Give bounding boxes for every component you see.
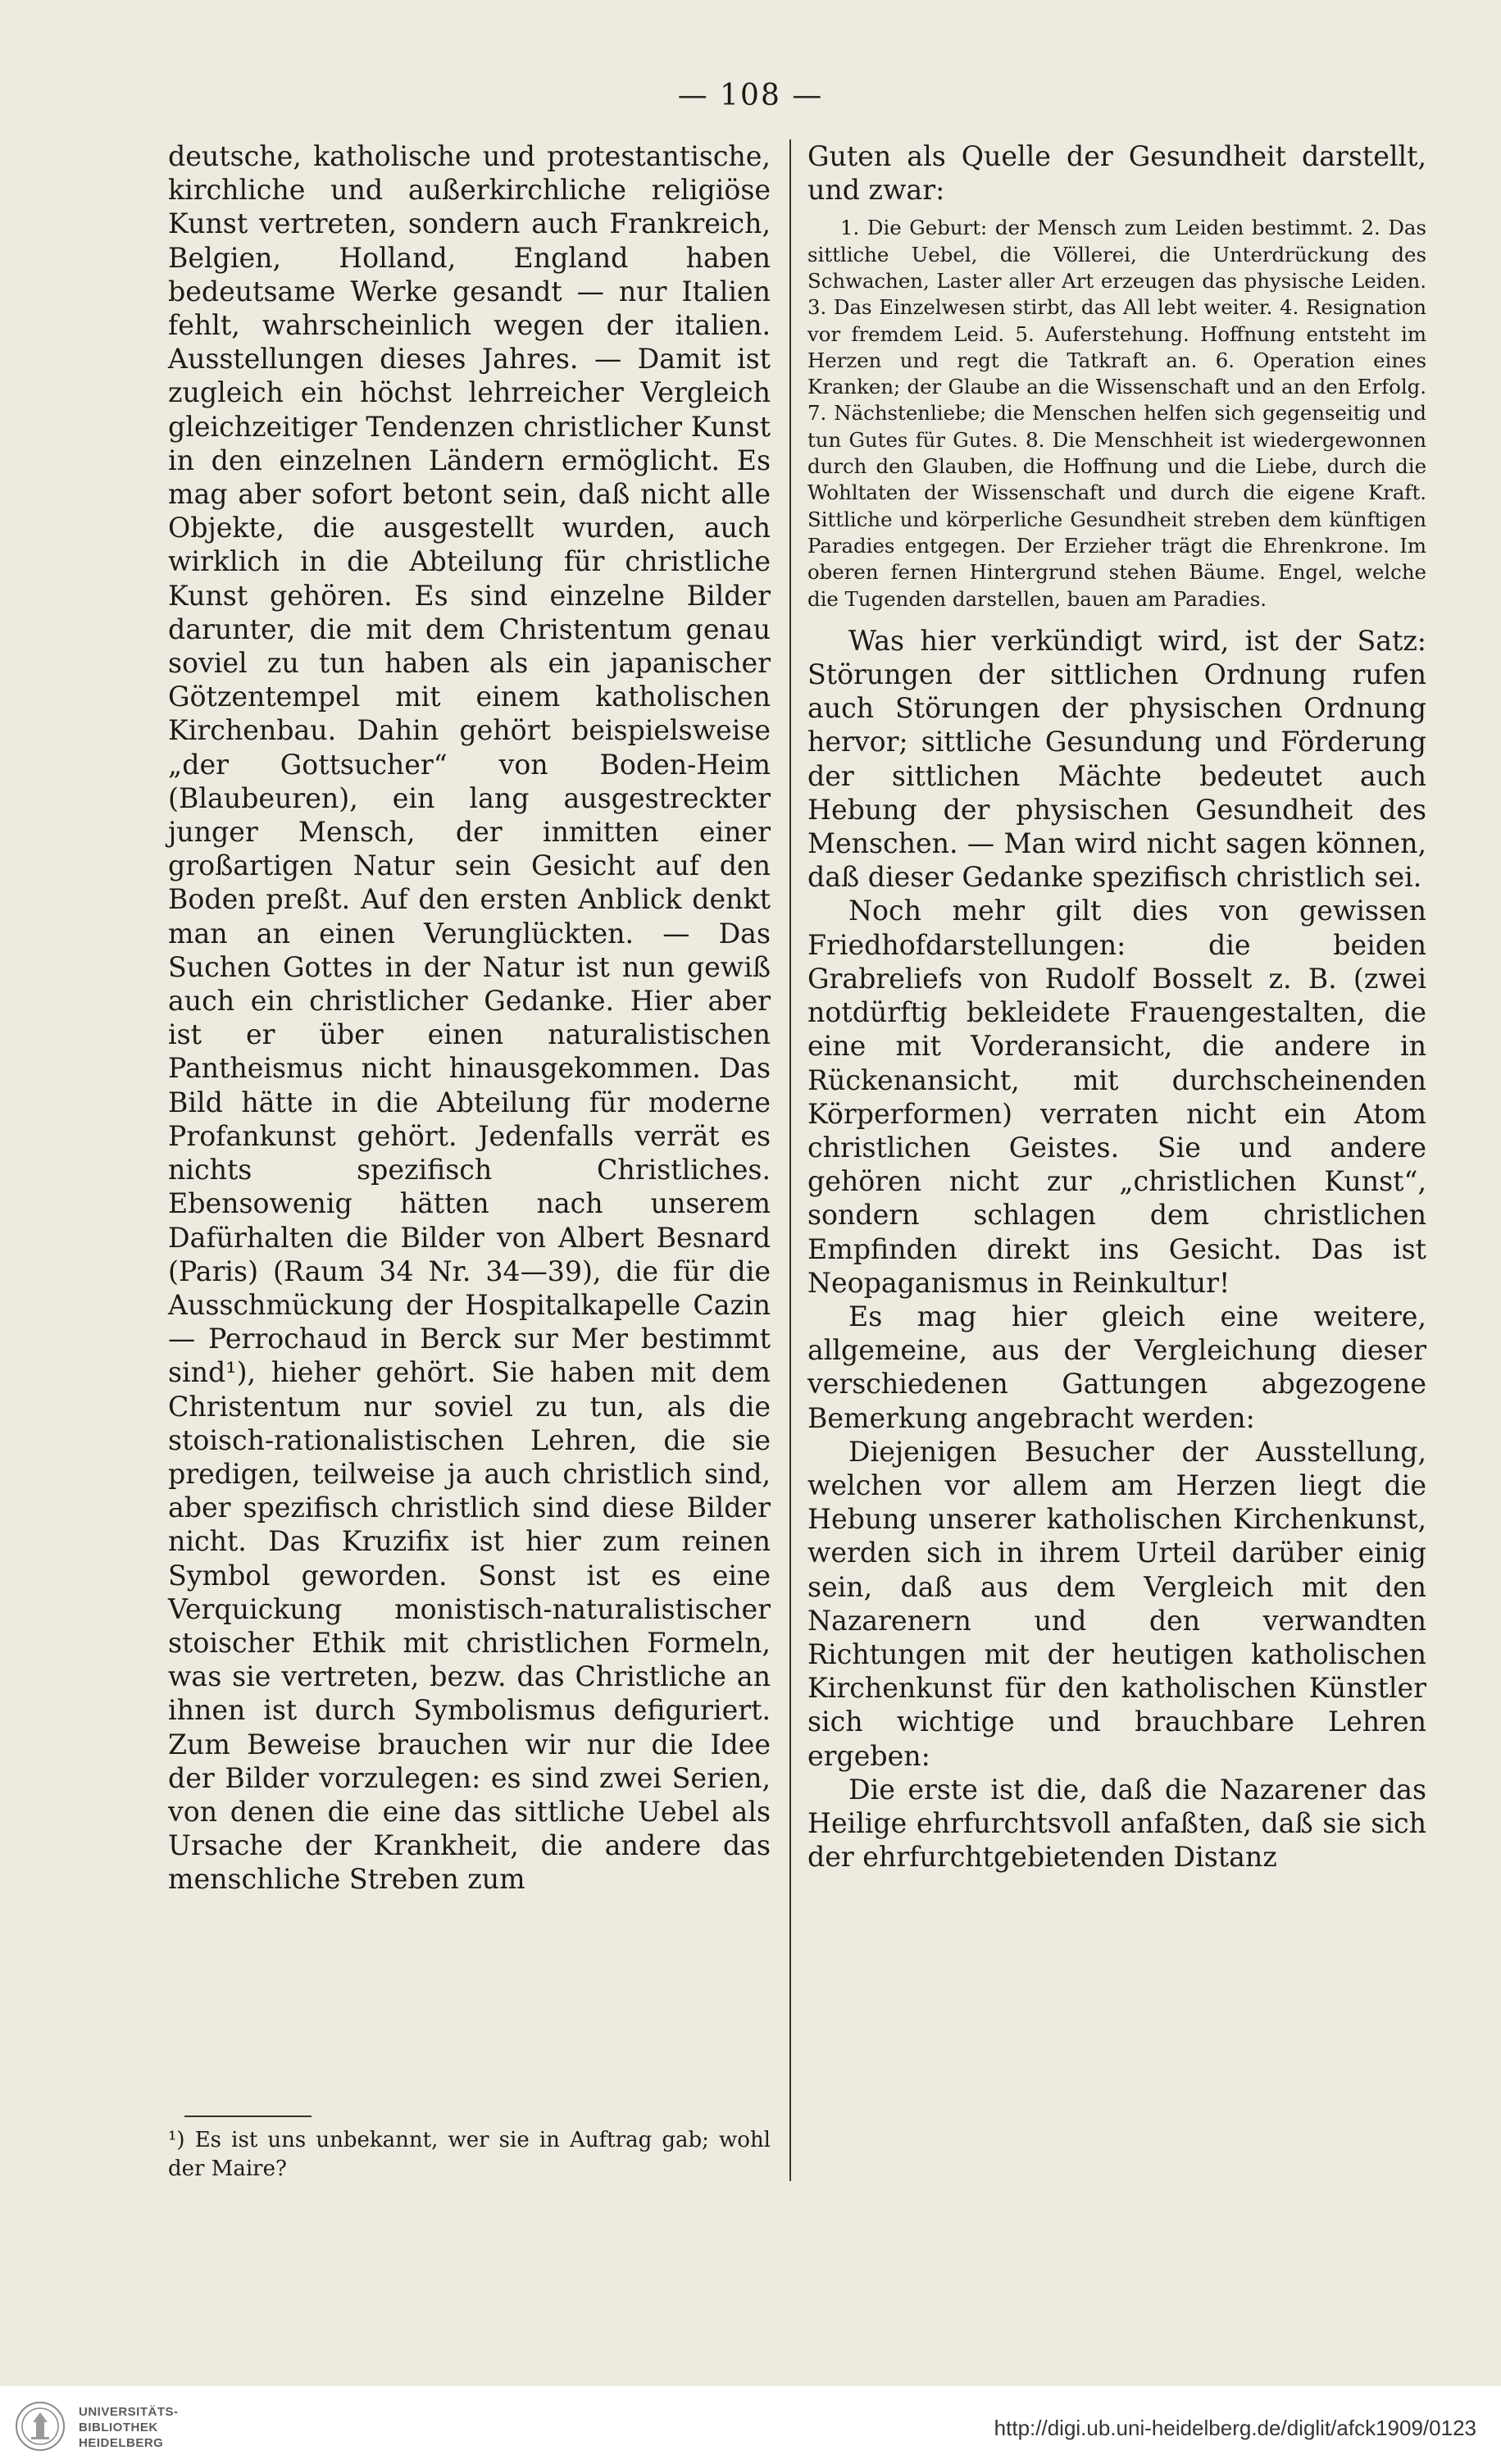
footnote: ¹) Es ist uns unbekannt, wer sie in Auftrag gab; wohl der Maire? xyxy=(168,2128,771,2181)
right-intro: Guten als Quelle der Gesundheit darstellt, und zwar: xyxy=(807,140,1426,207)
right-column xyxy=(807,139,1426,1874)
digitization-footer xyxy=(0,2386,1501,2464)
source-url-link[interactable]: http://digi.ub.uni-heidelberg.de/diglit/afck1909/0123 xyxy=(994,2416,1476,2440)
paragraph-5: Die erste ist die, daß die Nazarener das Heilige ehrfurchtsvoll anfaßten, daß sie sich der ehrfurchtgebietenden Distanz xyxy=(807,1773,1426,1874)
library-name-line1: UNIVERSITÄTS- xyxy=(79,2405,179,2419)
paragraph-4: Diejenigen Besucher der Ausstellung, welchen vor allem am Herzen liegt die Hebung unserer katholischen Kirchenkunst, werden sich in ihrem Urteil darüber einig sein, daß aus dem Vergleich mit den Nazarenern und den verwandten Richtungen mit der heutigen katholischen Kirchenkunst für den katholischen Künstler sich wichtige und brauchbare Lehren ergeben: xyxy=(807,1435,1426,1772)
left-column xyxy=(168,139,771,1897)
column-divider xyxy=(789,139,791,2181)
image-list-description: 1. Die Geburt: der Mensch zum Leiden bestimmt. 2. Das sittliche Uebel, die Völlerei, die Unterdrückung des Schwachen, Laster aller Art erzeugen das physische Leiden. 3. Das Einzelwesen stirbt, das All lebt weiter. 4. Resignation vor fremdem Leid. 5. Auferstehung. Hoffnung entsteht im Herzen und regt die Tatkraft an. 6. Operation eines Kranken; der Glaube an die Wissenschaft und an den Erfolg. 7. Nächstenliebe; die Menschen helfen sich gegenseitig und tun Gutes für Gutes. 8. Die Menschheit ist wiedergewonnen durch den Glauben, die Hoffnung und die Liebe, durch die Wohltaten der Wissenschaft und durch die eigene Kraft. Sittliche und körperliche Gesundheit streben dem künftigen Paradies entgegen. Der Erzieher trägt die Ehrenkrone. Im oberen fernen Hintergrund stehen Bäume. Engel, welche die Tugenden darstellen, bauen am Paradies. xyxy=(807,216,1426,611)
library-name-line3: HEIDELBERG xyxy=(79,2436,164,2450)
page-number: — 108 — xyxy=(677,79,824,112)
library-name-line2: BIBLIOTHEK xyxy=(79,2421,158,2434)
footnote-rule xyxy=(184,2116,312,2117)
paragraph-1: Was hier verkündigt wird, ist der Satz: Störungen der sittlichen Ordnung rufen auch Störungen der physischen Ordnung hervor; sittliche Gesundung und Förderung der sittlichen Mächte bedeutet auch Hebung der physischen Gesundheit des Menschen. — Man wird nicht sagen können, daß dieser Gedanke spezifisch christlich sei. xyxy=(807,624,1426,894)
paragraph-3: Es mag hier gleich eine weitere, allgemeine, aus der Vergleichung dieser verschiedenen Gattungen abgezogene Bemerkung angebracht werden: xyxy=(807,1300,1426,1434)
paragraph-2: Noch mehr gilt dies von gewissen Friedhofdarstellungen: die beiden Grabreliefs von Rudolf Bosselt z. B. (zwei notdürftig bekleidete Frauengestalten, die eine mit Vorderansicht, die andere in Rückenansicht, mit durchscheinenden Körperformen) verraten nicht ein Atom christlichen Geistes. Sie und andere gehören nicht zur „christlichen Kunst“, sondern schlagen dem christlichen Empfinden direkt ins Gesicht. Das ist Neopaganismus in Reinkultur! xyxy=(807,895,1426,1299)
library-name xyxy=(79,2404,179,2451)
left-column-text: deutsche, katholische und protestantische, kirchliche und außerkirchliche religiöse Kunst vertreten, sondern auch Frankreich, Belgien, Holland, England haben bedeutsame Werke gesandt — nur Italien fehlt, wahrscheinlich wegen der italien. Ausstellungen dieses Jahres. — Damit ist zugleich ein höchst lehrreicher Vergleich gleichzeitiger Tendenzen christlicher Kunst in den einzelnen Ländern ermöglicht. Es mag aber sofort betont sein, daß nicht alle Objekte, die ausgestellt wurden, auch wirklich in die Abteilung für christliche Kunst gehören. Es sind einzelne Bilder darunter, die mit dem Christentum genau soviel zu tun haben als ein japanischer Götzentempel mit einem katholischen Kirchenbau. Dahin gehört beispielsweise „der Gottsucher“ von Boden-Heim (Blaubeuren), ein lang ausgestreckter junger Mensch, der inmitten einer großartigen Natur sein Gesicht auf den Boden preßt. Auf den ersten Anblick denkt man an einen Verunglückten. — Das Suchen Gottes in der Natur ist nun gewiß auch ein christlicher Gedanke. Hier aber ist er über einen naturalistischen Pantheismus nicht hinausgekommen. Das Bild hätte in die Abteilung für moderne Profankunst gehört. Jedenfalls verrät es nichts spezifisch Christliches. Ebensowenig hätten nach unserem Dafürhalten die Bilder von Albert Besnard (Paris) (Raum 34 Nr. 34—39), die für die Ausschmückung der Hospitalkapelle Cazin — Perrochaud in Berck sur Mer bestimmt sind¹), hieher gehört. Sie haben mit dem Christentum nur soviel zu tun, als die stoisch-rationalistischen Lehren, die sie predigen, teilweise ja auch christlich sind, aber spezifisch christlich sind diese Bilder nicht. Das Kruzifix ist hier zum reinen Symbol geworden. Sonst ist es eine Verquickung monistisch-naturalistischer stoischer Ethik mit christlichen Formeln, was sie vertreten, bezw. das Christliche an ihnen ist durch Symbolismus defiguriert. Zum Beweise brauchen wir nur die Idee der Bilder vorzulegen: es sind zwei Serien, von denen die eine das sittliche Uebel als Ursache der Krankheit, die andere das menschliche Streben zum xyxy=(168,140,771,1896)
university-seal-icon xyxy=(15,2401,66,2452)
